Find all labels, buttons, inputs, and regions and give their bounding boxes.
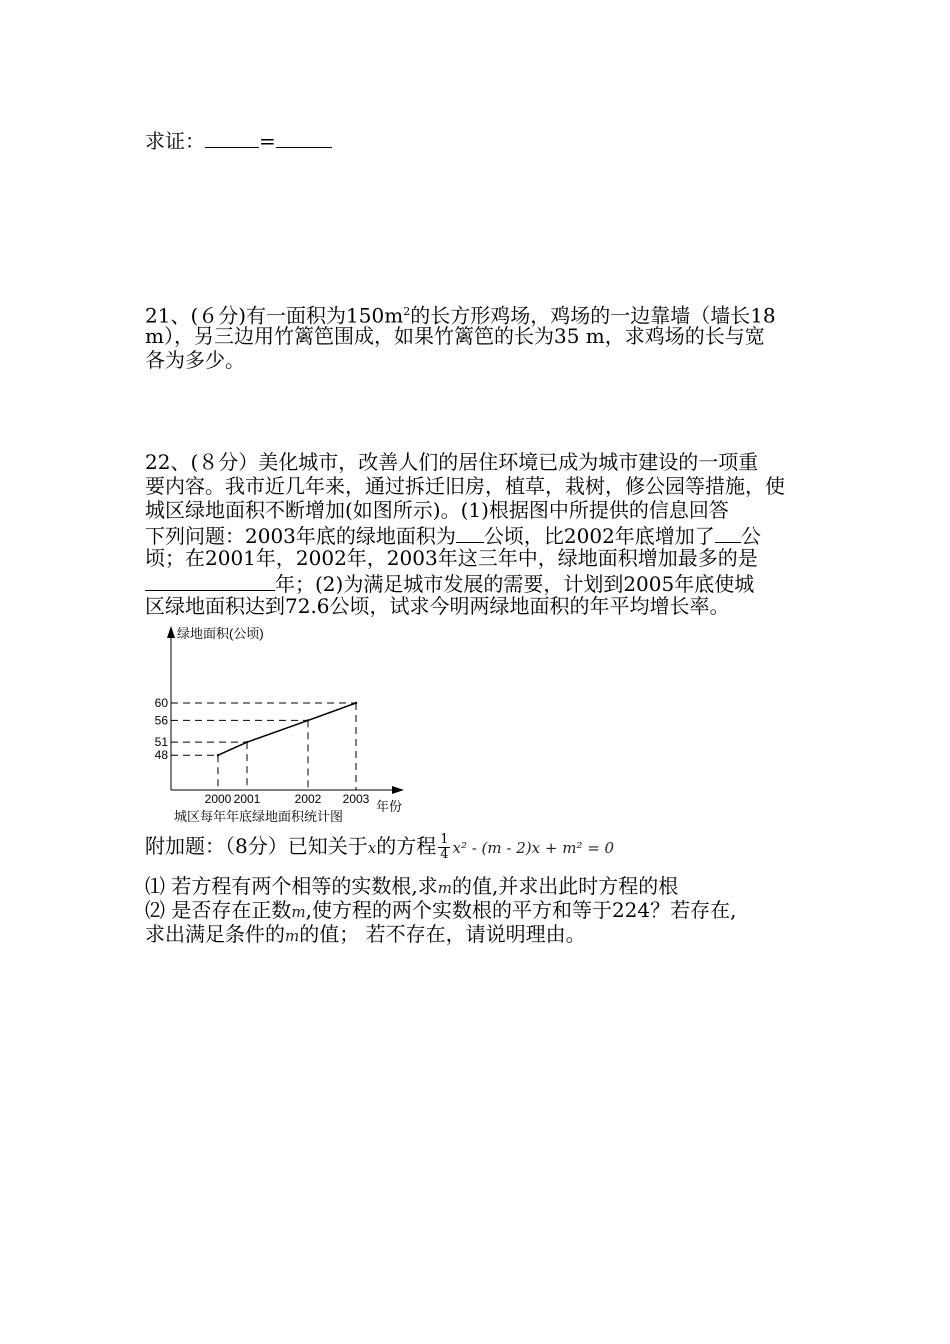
bonus-part2 bbox=[145, 898, 736, 924]
q22-line6-text: 年；(2)为满足城市发展的需要，计划到2005年底使城 bbox=[275, 572, 755, 596]
var-x: x bbox=[367, 839, 377, 857]
data-point-2002 bbox=[307, 719, 309, 721]
blank-year bbox=[145, 570, 275, 591]
blank-area bbox=[456, 522, 484, 543]
q22-line1: 22、(８分）美化城市，改善人们的居住环境已成为城市建设的一项重 bbox=[145, 450, 759, 474]
fraction-num: 1 bbox=[440, 832, 449, 847]
y-tick-label: 51 bbox=[154, 735, 168, 750]
proof-line bbox=[145, 127, 332, 153]
var-m-2: m bbox=[291, 903, 306, 921]
equation-rest: x² - (m - 2)x + m² = 0 bbox=[452, 839, 615, 857]
blank-left bbox=[205, 127, 259, 148]
part3-text-a: 求出满足条件的 bbox=[145, 922, 285, 946]
fraction-den: 4 bbox=[440, 847, 449, 862]
var-m-3: m bbox=[285, 927, 300, 945]
y-axis-label: 绿地面积(公顷) bbox=[177, 626, 264, 641]
var-m: m bbox=[437, 879, 452, 897]
y-tick-label: 60 bbox=[154, 696, 168, 710]
q22-line2: 要内容。我市近几年来，通过拆迁旧房，植草，栽树，修公园等措施，使 bbox=[145, 474, 785, 498]
q22-line4 bbox=[145, 522, 761, 548]
bonus-part3 bbox=[145, 922, 586, 948]
x-axis-label: 年份 bbox=[376, 799, 403, 814]
q21-line2: m），另三边用竹篱笆围成，如果竹篱笆的长为35 m，求鸡场的长与宽 bbox=[145, 324, 765, 348]
x-tick-label: 2002 bbox=[294, 792, 322, 806]
fraction bbox=[438, 833, 450, 862]
q22-line5: 顷；在2001年，2002年，2003年这三年中，绿地面积增加最多的是 bbox=[145, 546, 758, 570]
data-point-2003 bbox=[355, 702, 357, 704]
y-tick-label: 56 bbox=[154, 713, 168, 728]
part1-text-b: 的值,并求出此时方程的根 bbox=[451, 874, 679, 898]
q22-line4-c: 公 bbox=[740, 524, 761, 548]
q22-line4-b: 公顷，比2002年底增加了 bbox=[483, 524, 715, 548]
bonus-part1 bbox=[145, 874, 678, 900]
x-tick-label: 2003 bbox=[342, 792, 370, 806]
q21-text-a: 21、(６分)有一面积为150m bbox=[145, 303, 404, 328]
q22-line7: 区绿地面积达到72.6公顷，试求今明两绿地面积的年平均增长率。 bbox=[145, 594, 730, 618]
q21-text-b: 的长方形鸡场，鸡场的一边靠墙（墙长18 bbox=[410, 303, 776, 328]
part2-text-a: ⑵ 是否存在正数 bbox=[145, 898, 292, 922]
blank-right bbox=[276, 127, 332, 148]
proof-label: 求证： bbox=[145, 129, 205, 153]
x-axis-arrow bbox=[392, 786, 404, 794]
bonus-text-a: 附加题：（8分）已知关于 bbox=[145, 834, 368, 858]
part2-text-b: ,使方程的两个实数根的平方和等于224？若存在, bbox=[305, 898, 737, 922]
q21-sup: 2 bbox=[403, 305, 411, 318]
q22-line4-a: 下列问题：2003年底的绿地面积为 bbox=[145, 524, 456, 548]
green-area-chart bbox=[140, 622, 420, 832]
series-line bbox=[218, 703, 356, 755]
y-axis-arrow bbox=[167, 626, 175, 638]
blank-increase bbox=[715, 522, 741, 543]
q22-line3: 城区绿地面积不断增加(如图所示)。(1)根据图中所提供的信息回答 bbox=[145, 498, 729, 522]
chart-title: 城区每年年底绿地面积统计图 bbox=[174, 809, 344, 824]
bonus-line1 bbox=[145, 833, 614, 862]
part3-text-b: 的值； 若不存在，请说明理由。 bbox=[299, 922, 586, 946]
q21-line3: 各为多少。 bbox=[145, 348, 245, 372]
x-tick-label: 2000 bbox=[204, 792, 232, 806]
data-point-2000 bbox=[217, 754, 219, 756]
data-point-2001 bbox=[246, 741, 248, 743]
proof-eq: = bbox=[259, 129, 276, 153]
part1-text-a: ⑴ 若方程有两个相等的实数根,求 bbox=[145, 874, 438, 898]
y-tick-label: 48 bbox=[154, 748, 168, 763]
q22-line6 bbox=[145, 570, 754, 596]
x-tick-label: 2001 bbox=[233, 792, 261, 806]
bonus-text-b: 的方程 bbox=[376, 834, 437, 858]
